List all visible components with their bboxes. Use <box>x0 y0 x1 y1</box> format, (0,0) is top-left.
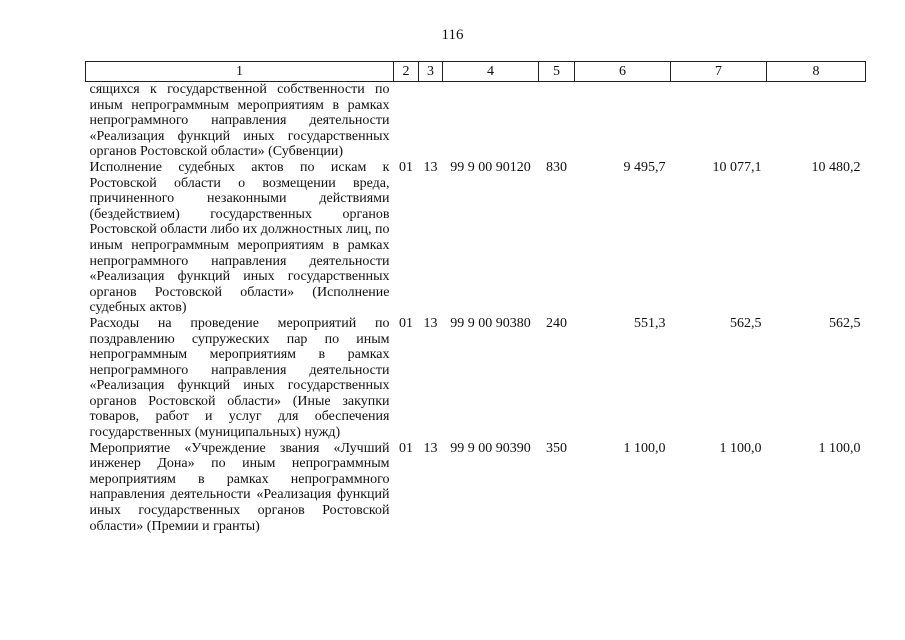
row-subsection-code: 13 <box>423 315 438 331</box>
page-number: 116 <box>441 27 464 43</box>
row-target-article-code: 99 9 00 90120 <box>450 159 531 175</box>
row-section-code: 01 <box>399 315 413 331</box>
row-target-article-code: 99 9 00 90390 <box>450 440 531 456</box>
row-expense-type-code: 830 <box>546 159 567 175</box>
row-amount-col8: 1 100,0 <box>818 440 861 456</box>
header-row <box>86 62 866 82</box>
row-amount-col6: 1 100,0 <box>623 440 666 456</box>
header-cell-5: 5 <box>539 62 575 82</box>
row-target-article-code: 99 9 00 90380 <box>450 315 531 331</box>
header-cell-2: 2 <box>394 62 419 82</box>
row-description: Расходы на проведение мероприятий по поздравлению супружеских пар по иным непрограммным мероприятиям в рамках непрограммного направления деятельности «Реализация функций иных государственных органов Ростовской области» (Иные закупки товаров, работ и услуг для обеспечения государственных (муниципальных) нужд) <box>89 315 390 441</box>
row-amount-col7: 562,5 <box>730 315 762 331</box>
row-amount-col7: 10 077,1 <box>712 159 762 175</box>
row-description: Мероприятие «Учреждение звания «Лучший инженер Дона» по иным непрограммным мероприятиям в рамках непрограммного направления деятельности «Реализация функций иных государственных органов Ростовской области» (Премии и гранты) <box>89 440 390 534</box>
header-cell-1: 1 <box>86 62 394 82</box>
header-cell-8: 8 <box>767 62 866 82</box>
row-section-code: 01 <box>399 440 413 456</box>
row-amount-col7: 1 100,0 <box>719 440 762 456</box>
continuation-description: сящихся к государственной собственности по иным непрограммным мероприятиям в рамках непрограммного направления деятельности «Реализация функций иных государственных органов Ростовской области» (Субвенции) <box>89 82 390 160</box>
row-expense-type-code: 240 <box>546 315 567 331</box>
row-amount-col8: 562,5 <box>829 315 861 331</box>
row-description: Исполнение судебных актов по искам к Ростовской области о возмещении вреда, причиненного незаконными действиями (бездействием) государственных органов Ростовской области либо их должностных лиц, по иным непрограммным мероприятиям в рамках непрограммного направления деятельности «Реализация функций иных государственных органов Ростовской области» (Исполнение судебных актов) <box>89 159 390 316</box>
table-row <box>86 441 866 535</box>
table-row <box>86 160 866 316</box>
header-cell-7: 7 <box>671 62 767 82</box>
row-amount-col6: 9 495,7 <box>623 159 666 175</box>
header-cell-6: 6 <box>575 62 671 82</box>
header-cell-4: 4 <box>443 62 539 82</box>
table-row <box>86 316 866 441</box>
header-cell-3: 3 <box>419 62 443 82</box>
row-subsection-code: 13 <box>423 159 438 175</box>
row-section-code: 01 <box>399 159 413 175</box>
row-amount-col8: 10 480,2 <box>811 159 861 175</box>
row-subsection-code: 13 <box>423 440 438 456</box>
budget-table <box>85 61 866 534</box>
row-expense-type-code: 350 <box>546 440 567 456</box>
row-amount-col6: 551,3 <box>634 315 666 331</box>
table-row-continuation <box>86 82 866 160</box>
